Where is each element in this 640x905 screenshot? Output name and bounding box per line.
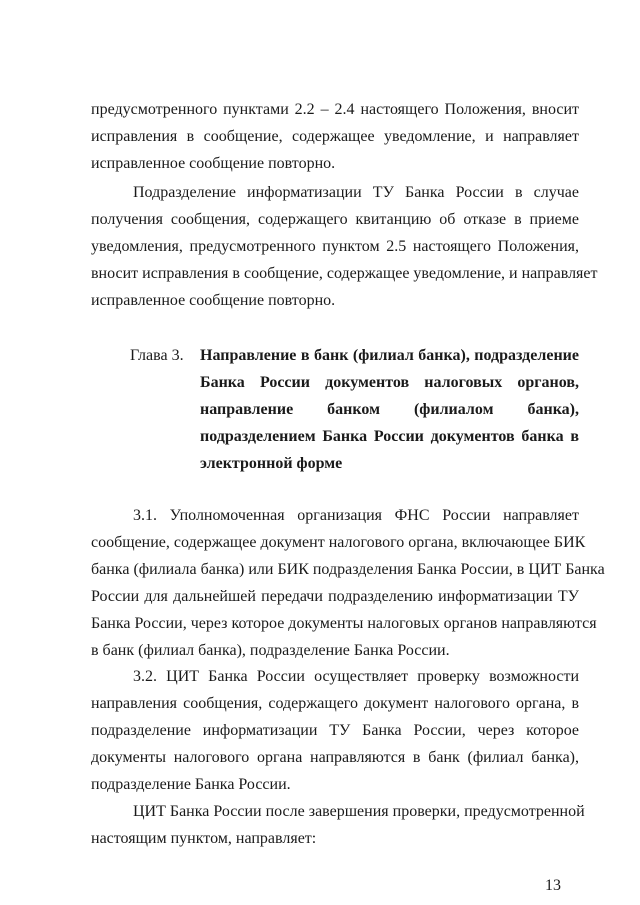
text-line: исправленное сообщение повторно.: [91, 155, 336, 172]
text-line: Банка России, через которое документы налоговых органов направляются: [91, 615, 597, 632]
text-line: 3.1. Уполномоченная организация ФНС России направляет: [133, 507, 579, 524]
text-line: банка (филиала банка) или БИК подразделения Банка России, в ЦИТ Банка: [91, 561, 605, 578]
text-line: документы налогового органа направляются в банк (филиал банка),: [91, 749, 579, 766]
chapter-title-line: Банка России документов налоговых органов,: [200, 374, 579, 391]
text-line: в банк (филиал банка), подразделение Банка России.: [91, 642, 450, 659]
text-line: ЦИТ Банка России после завершения проверки, предусмотренной: [133, 803, 585, 820]
text-line: России для дальнейшей передачи подразделению информатизации ТУ: [91, 588, 579, 605]
text-line: Подразделение информатизации ТУ Банка России в случае: [133, 184, 579, 201]
text-line: 3.2. ЦИТ Банка России осуществляет проверку возможности: [133, 668, 579, 685]
text-line: исправленное сообщение повторно.: [91, 292, 336, 309]
text-line: направления сообщения, содержащего документ налогового органа, в: [91, 695, 579, 712]
chapter-title-line: Направление в банк (филиал банка), подразделение: [200, 347, 579, 364]
text-line: настоящим пунктом, направляет:: [91, 830, 317, 847]
text-line: получения сообщения, содержащего квитанцию об отказе в приеме: [91, 211, 579, 228]
page-number: 13: [545, 877, 561, 894]
text-line: сообщение, содержащее документ налогового органа, включающее БИК: [91, 534, 586, 551]
chapter-label: Глава 3.: [130, 347, 184, 364]
text-line: исправления в сообщение, содержащее уведомление, и направляет: [91, 128, 579, 145]
chapter-title-line: электронной форме: [200, 455, 343, 472]
text-line: подразделение Банка России.: [91, 776, 291, 793]
chapter-title-line: направление банком (филиалом банка),: [200, 401, 579, 418]
chapter-title-line: подразделением Банка России документов банка в: [200, 428, 579, 445]
text-line: подразделение информатизации ТУ Банка России, через которое: [91, 722, 579, 739]
text-line: вносит исправления в сообщение, содержащее уведомление, и направляет: [91, 265, 598, 282]
text-line: уведомления, предусмотренного пунктом 2.5 настоящего Положения,: [91, 238, 579, 255]
text-line: предусмотренного пунктами 2.2 – 2.4 настоящего Положения, вносит: [91, 101, 579, 118]
